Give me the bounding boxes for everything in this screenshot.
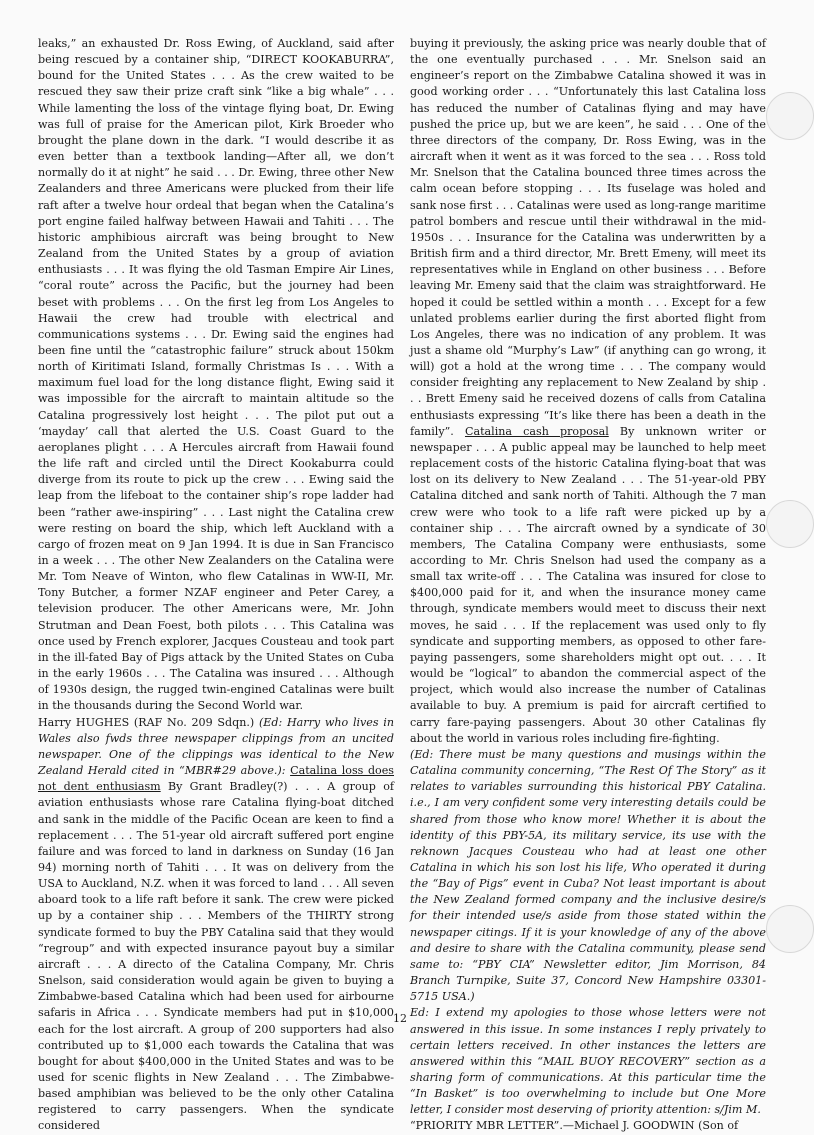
left-column: [38, 36, 394, 1133]
text-run: “PRIORITY MBR LETTER”.—Michael J. GOODWIN (Son of: [410, 1119, 739, 1133]
paragraph: [410, 36, 766, 747]
paragraph: [410, 747, 766, 1006]
text-run: By unknown writer or newspaper . . . A public appeal may be launched to help meet replacement costs of the historic Catalina flying-boat that was lost on its delivery to New Zealand . . . The 51-year-old PBY Catalina ditched and sank north of Tahiti. Although the 7 man crew were who took to a life raft were picked up by a container ship . . . The aircraft owned by a syndicate of 30 members, The Catalina Company were enthusiasts, some according to Mr. Chris Snelson had used the company as a small tax write-off . . . The Catalina was insured for close to $400,000 paid for it, and when the insurance money came through, syndicate members would meet to discuss their next moves, he said . . . If the replacement was used only to fly syndicate and supporting members, as opposed to other fare-paying passengers, some shareholders might opt out. . . . It would be “logical” to abandon the commercial aspect of the project, which would also increase the number of Catalinas available to buy. A premium is paid for aircraft certified to carry fare-paying passengers. About 30 other Catalinas fly about the world in various roles including fire-fighting.: [410, 424, 766, 745]
text-run: By Grant Bradley(?) . . . A group of aviation enthusiasts whose rare Catalina flying-boat ditched and sank in the middle of the Pacific Ocean are keen to find a replacement . . . The 51-year old aircraft suffered port engine failure and was forced to land in darkness on Sunday (16 Jan 94) morning north of Tahiti . . . It was on delivery from the USA to Auckland, N.Z. when it was forced to land . . . All seven aboard took to a life raft before it sank. The crew were picked up by a container ship . . . Members of the THIRTY strong syndicate formed to buy the PBY Catalina said that they would “regroup” and with expected insurance payout buy a similar aircraft . . . A directo of the Catalina Company, Mr. Chris Snelson, said consideration would again be given to buying a Zimbabwe-based Catalina which had been used for airbourne safaris in Africa . . . Syndicate members had put in $10,000 each for the lost aircraft. A group of 200 supporters had also contributed up to $1,000 each towards the Catalina that was bought for about $400,000 in the United States and was to be used for scenic flights in New Zealand . . . The Zimbabwe-based amphibian was believed to be the only other Catalina registered to carry passengers. When the syndicate considered: [38, 780, 394, 1133]
binder-hole-top: [766, 92, 814, 140]
editor-note: (Ed: There must be many questions and musings within the Catalina community concerning, “The Rest Of The Story” as it relates to variables surrounding this historical PBY Catalina. i.e., I am very confident some very interesting details could be shared from those who know more! Whether it is about the identity of this PBY-5A, its military service, its use with the reknown Jacques Cousteau who had at least one other Catalina in which his son lost his life, Who operated it during the “Bay of Pigs” event in Cuba? Not least important is about the New Zealand formed company and the inclusive desire/s for their intended use/s aside from those stated within the newspaper citings. If it is your knowledge of any of the above and desire to share with the Catalina community, please send same to: “PBY CIA” Newsletter editor, Jim Morrison, 84 Branch Turnpike, Suite 37, Concord New Hampshire 03301-5715 USA.): [410, 747, 766, 1004]
editor-note: Ed: I extend my apologies to those whose letters were not answered in this issue. In some instances I reply privately to certain letters received. In other instances the letters are answered within this “MAIL BUOY RECOVERY” section as a sharing form of communications. At this particular time the “In Basket” is too overwhelming to include but One More letter, I consider most deserving of priority attention: s/Jim M.: [410, 1006, 766, 1117]
text-run: leaks,” an exhausted Dr. Ross Ewing, of Auckland, said after being rescued by a container ship, “DIRECT KOOKABURRA”, bound for the United States . . . As the crew waited to be rescued they saw their prize craft sink “like a big whale” . . . While lamenting the loss of the vintage flying boat, Dr. Ewing was full of praise for the American pilot, Kirk Broeder who brought the plane down in the dark. “I would describe it as even better than a textbook landing—After all, we don’t normally do it at night” he said . . . Dr. Ewing, three other New Zealanders and three Americans were plucked from their life raft after a twelve hour ordeal that began when the Catalina’s port engine failed halfway between Hawaii and Tahiti . . . The historic amphibious aircraft was being brought to New Zealand from the United States by a group of aviation enthusiasts . . . It was flying the old Tasman Empire Air Lines, “coral route” across the Pacific, but the journey had been beset with problems . . . On the first leg from Los Angeles to Hawaii the crew had trouble with electrical and communications systems . . . Dr. Ewing said the engines had been fine until the “catastrophic failure” struck about 150km north of Kiritimati Island, formally Christmas Is . . . With a maximum fuel load for the long distance flight, Ewing said it was impossible for the aircraft to maintain altitude so the Catalina progressively lost height . . . The pilot put out a ‘mayday’ call that alerted the U.S. Coast Guard to the aeroplanes plight . . . A Hercules aircraft from Hawaii found the life raft and circled until the Direct Kookaburra could diverge from its route to pick up the crew . . . Ewing said the leap from the lifeboat to the container ship’s rope ladder had been “rather awe-inspiring” . . . Last night the Catalina crew were resting on board the ship, which left Auckland with a cargo of frozen meat on 9 Jan 1994. It is due in San Francisco in a week . . . The other New Zealanders on the Catalina were Mr. Tom Neave of Winton, who flew Catalinas in WW-II, Mr. Tony Butcher, a former NZAF engineer and Peter Carey, a television producer. The other Americans were, Mr. John Strutman and Dean Foest, both pilots . . . This Catalina was once used by French explorer, Jacques Cousteau and took part in the ill-fated Bay of Pigs attack by the United States on Cuba in the early 1960s . . . The Catalina was insured . . . Although of 1930s design, the rugged twin-engined Catalinas were built in the thousands during the Second World war.: [38, 37, 394, 713]
text-run: Harry HUGHES (RAF No. 209 Sdqn.): [38, 715, 259, 729]
paragraph: [410, 1118, 766, 1134]
text-run: buying it previously, the asking price was nearly double that of the one eventually purchased . . . Mr. Snelson said an engineer’s report on the Zimbabwe Catalina showed it was in good working order . . . “Unfortunately this last Catalina loss has reduced the number of Catalinas flying and may have pushed the price up, but we are keen”, he said . . . One of the three directors of the company, Dr. Ross Ewing, was in the aircraft when it went as it was forced to the sea . . . Ross told Mr. Snelson that the Catalina bounced three times across the calm ocean before stopping . . . Its fuselage was holed and sank nose first . . . Catalinas were used as long-range maritime patrol bombers and rescue until their withdrawal in the mid-1950s . . . Insurance for the Catalina was underwritten by a British firm and a third director, Mr. Brett Emeny, will meet its representatives while in England on other business . . . Before leaving Mr. Emeny said that the claim was straightforward. He hoped it could be settled within a month . . . Except for a few unlated problems earlier during the first aborted flight from Los Angeles, there was no indication of any problem. It was just a shame old “Murphy’s Law” (if anything can go wrong, it will) got a hold at the wrong time . . . The company would consider freighting any replacement to New Zealand by ship . . . Brett Emeny said he received dozens of calls from Catalina enthusiasts expressing “It’s like there has been a death in the family”.: [410, 37, 766, 438]
right-column: [410, 36, 766, 1133]
paragraph: [38, 36, 394, 715]
binder-hole-middle: [766, 500, 814, 548]
paragraph: [38, 715, 394, 1135]
editor-note: (Ed: Harry who lives in Wales also fwds three newspaper clippings from an uncited newspaper. One of the clippings was identical to the New Zealand Herald cited in “MBR#29 above.):: [38, 715, 394, 778]
article-headline: Catalina cash proposal: [464, 424, 609, 438]
article-headline: Catalina loss does not dent enthusiasm: [38, 764, 394, 794]
page-number: 12: [393, 1012, 407, 1025]
binder-hole-bottom: [766, 905, 814, 953]
